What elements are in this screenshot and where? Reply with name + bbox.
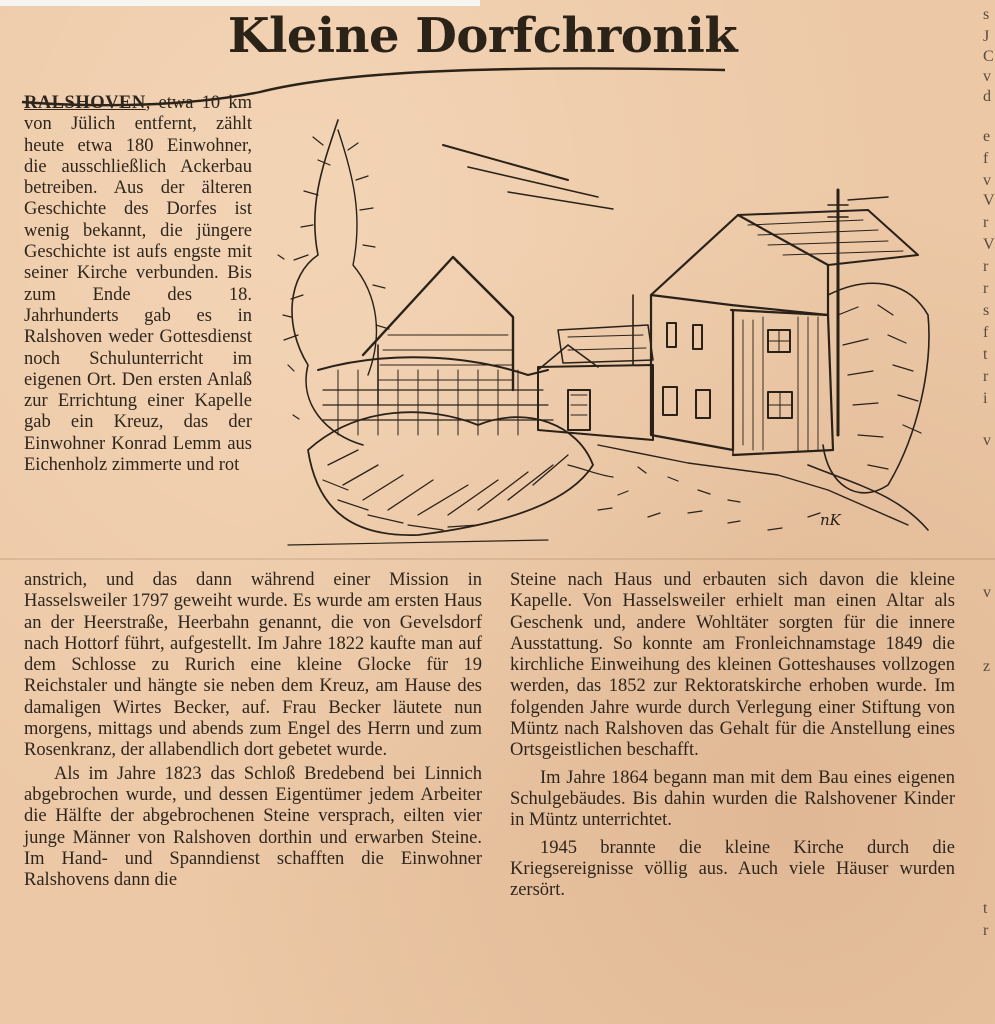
neighbor-fragment: d [983, 88, 991, 105]
neighbor-fragment: v [983, 172, 991, 189]
neighbor-fragment: r [983, 922, 989, 939]
neighbor-fragment: V [983, 236, 995, 253]
article-paragraph: anstrich, und das dann während einer Mission in Hasselsweiler 1797 geweiht wurde. Es wurde am ersten Haus an der Heerstraße, Heerbahn genannt, die von Gevelsdorf nach Hottorf führt, aufgestellt. Im Jahre 1822 kaufte man auf dem Schlosse zu Rurich eine kleine Glocke für 19 Reichstaler und hängte sie neben dem Kreuz, am Hause des damaligen Wirtes Becker, auf. Frau Becker läutete nun morgens, mittags und abends zum Engel des Herrn und zum Rosenkranz, der allabendlich dort gebetet wurde. [24, 570, 482, 761]
neighbor-fragment: v [983, 68, 991, 85]
neighbor-fragment: v [983, 432, 991, 449]
paper-fold-line [0, 558, 995, 560]
torn-paper-edge [0, 0, 480, 6]
article-column-left-bottom [24, 570, 482, 891]
neighbor-fragment: e [983, 128, 991, 145]
neighbor-fragment: r [983, 214, 989, 231]
article-headline: Kleine Dorfchronik [227, 8, 738, 64]
article-paragraph: Im Jahre 1864 begann man mit dem Bau eines eigenen Schulgebäudes. Bis dahin wurden die Ralshovener Kinder in Müntz unterrichtet. [510, 767, 955, 831]
neighbor-column-fragments [978, 0, 995, 1024]
village-chapel-sketch [268, 105, 938, 555]
neighbor-fragment: r [983, 258, 989, 275]
neighbor-fragment: s [983, 302, 990, 319]
article-column-left-top [24, 93, 252, 476]
neighbor-fragment: t [983, 900, 988, 917]
article-dateline: RALSHOVEN [24, 93, 146, 113]
article-column-right [510, 570, 955, 901]
article-paragraph: Als im Jahre 1823 das Schloß Bredebend bei Linnich abgebrochen wurde, und dessen Eigentümer jedem Arbeiter die Hälfte der abgebrochenen Steine versprach, eilten vier junge Männer von Ralshoven dorthin und erwarben Steine. Im Hand- und Spanndienst schafften die Einwohner Ralshovens dann die [24, 763, 482, 891]
neighbor-fragment: J [983, 28, 990, 45]
neighbor-fragment: f [983, 324, 989, 341]
neighbor-fragment: z [983, 658, 991, 675]
neighbor-fragment: r [983, 368, 989, 385]
article-paragraph: 1945 brannte die kleine Kirche durch die Kriegsereignisse völlig aus. Auch viele Häuser wurden zersört. [510, 837, 955, 901]
neighbor-fragment: C [983, 48, 994, 65]
neighbor-fragment: r [983, 280, 989, 297]
neighbor-fragment: v [983, 584, 991, 601]
article-lead-paragraph: , etwa 10 km von Jülich entfernt, zählt heute etwa 180 Einwohner, die ausschließlich Ackerbau betreiben. Aus der älteren Geschichte des Dorfes ist wenig bekannt, die jüngere Geschichte ist aufs engste mit seiner Kirche verbunden. Bis zum Ende des 18. Jahrhunderts gab es in Ralshoven weder Gottesdienst noch Schulunterricht im eigenen Ort. Den ersten Anlaß zur Errichtung einer Kapelle gab ein Kreuz, das der Einwohner Konrad Lemm aus Eichenholz zimmerte und rot [24, 93, 252, 476]
neighbor-fragment: s [983, 6, 990, 23]
neighbor-fragment: t [983, 346, 988, 363]
neighbor-fragment: V [983, 192, 995, 209]
illustration-signature: nK [820, 511, 841, 529]
neighbor-fragment: f [983, 150, 989, 167]
article-paragraph: Steine nach Haus und erbauten sich davon die kleine Kapelle. Von Hasselsweiler erhielt man einen Altar als Geschenk und, andere Wohltäter sorgten für die innere Ausstattung. So konnte am Fronleichnamstage 1849 die kirchliche Einweihung des kleinen Gotteshauses vollzogen werden, das 1852 zur Rektoratskirche erhoben wurde. Im folgenden Jahre wurde durch Verlegung einer Stiftung von Müntz nach Ralshoven das Gehalt für die Anstellung eines Ortsgeistlichen beschafft. [510, 570, 955, 761]
neighbor-fragment: i [983, 390, 988, 407]
